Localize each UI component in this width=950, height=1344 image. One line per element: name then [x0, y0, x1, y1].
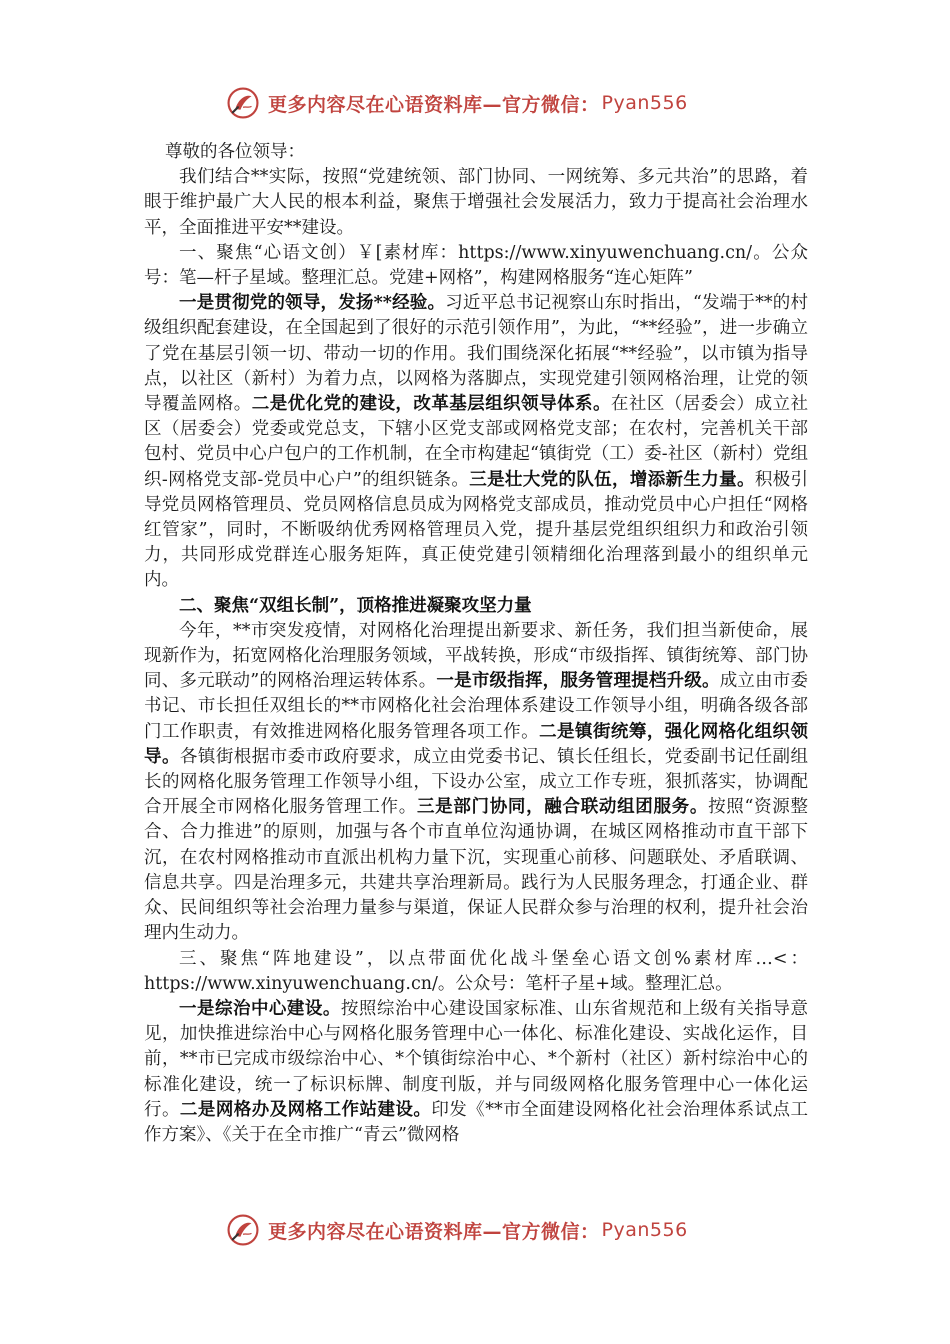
header-wechat-id: Pyan556 [601, 92, 688, 114]
section2-paragraph [144, 619, 808, 947]
s1-point3-text: 积极引导党员网格管理员、党员网格信息员成为网格党支部成员，推动党员中心户担任“网格红管家”，同时，不断吸纳优秀网格管理员入党，提升基层党组织组织力和政治引领力，共同形成党群连心服务矩阵，真正使党建引领精细化治理落到最小的组织单元内。 [144, 469, 809, 591]
s3-point1-title: 一是综治中心建设。 [179, 998, 341, 1019]
section1-paragraph [144, 291, 808, 593]
s2-point3-text: 按照“资源整合、合力推进”的原则，加强与各个市直单位沟通协调，在城区网格推动市直干部下沉，在农村网格推动市直派出机构力量下沉，实现重心前移、问题联处、矛盾联调、信息共享。四是治理多元，共建共享治理新局。践行为人民服务理念，打通企业、群众、民间组织等社会治理力量参与渠道，保证人民群众参与治理的权利，提升社会治理内生动力。 [144, 797, 809, 944]
brand-logo-icon [226, 1213, 260, 1247]
section1-heading: 一、聚焦“心语文创）￥[素材库：https://www.xinyuwenchuang.cn/。公众号：笔—杆子星域。整理汇总。党建+网格”，构建网格服务“连心矩阵” [144, 242, 808, 289]
s1-point1-text: 习近平总书记视察山东时指出，“发端于**的村级组织配套建设，在全国起到了很好的示范引领作用”，为此，“**经验”，进一步确立了党在基层引领一切、带动一切的作用。我们围绕深化拓展“**经验”，以市镇为指导点，以社区（新村）为着力点，以网格为落脚点，实现党建引领网格治理，让党的领导覆盖网格。 [144, 293, 808, 415]
intro-paragraph: 我们结合**实际，按照“党建统领、部门协同、一网统筹、多元共治”的思路，着眼于维护最广大人民的根本利益，聚焦于增强社会发展活力，致力于提高社会治理水平，全面推进平安**建设。 [144, 167, 808, 238]
footer-wechat-id: Pyan556 [601, 1219, 688, 1241]
document-body [144, 140, 808, 1148]
s2-point1-text: 成立由市委书记、市长担任双组长的**市网格化社会治理体系建设工作领导小组，明确各级各部门工作职责，有效推进网格化服务管理各项工作。 [144, 671, 809, 742]
footer-banner [226, 1213, 746, 1247]
s2-point2-text: 各镇街根据市委市政府要求，成立由党委书记、镇长任组长，党委副书记任副组长的网格化服务管理工作领导小组，下设办公室，成立工作专班，狠抓落实，协调配合开展全市网格化服务管理工作。 [144, 746, 809, 818]
header-banner [226, 86, 746, 120]
s2-intro-text: 今年，**市突发疫情，对网格化治理提出新要求、新任务，我们担当新使命，展现新作为，拓宽网格化治理服务领域，平战转换，形成“市级指挥、镇街统筹、部门协同、多元联动”的网格治理运转体系。 [144, 620, 808, 692]
s1-point3-title: 三是壮大党的队伍，增添新生力量。 [469, 469, 755, 490]
section2-heading [144, 594, 808, 619]
s1-point2-text: 在社区（居委会）成立社区（居委会）党委或党总支，下辖小区党支部或网格党支部；在农村，完善机关干部包村、党员中心户包户的工作机制，在全市构建起“镇街党（工）委-社区（新村）党组织-网格党支部-党员中心户”的组织链条。 [144, 394, 809, 490]
s1-point2-title: 二是优化党的建设，改革基层组织领导体系。 [251, 394, 611, 415]
brand-logo-icon [226, 86, 260, 120]
s3-point1-text: 按照综治中心建设国家标准、山东省规范和上级有关指导意见，加快推进综治中心与网格化服务管理中心一体化、标准化建设、实战化运作，目前，**市已完成市级综治中心、*个镇街综治中心、*个新村（社区）新村综治中心的标准化建设，统一了标识标牌、制度刊版，并与同级网格化服务管理中心一体化运行。 [144, 998, 809, 1120]
s3-point2-title: 二是网格办及网格工作站建设。 [179, 1099, 432, 1120]
s2-point3-title: 三是部门协同，融合联动组团服务。 [416, 797, 709, 818]
s1-point1-title: 一是贯彻党的领导，发扬**经验。 [179, 293, 446, 314]
s3-point2-text: 印发《**市全面建设网格化社会治理体系试点工作方案》、《关于在全市推广“青云”微网格 [144, 1099, 809, 1145]
section2-heading-text: 二、聚焦“双组长制”，顶格推进凝聚攻坚力量 [179, 595, 532, 616]
section3-paragraph [144, 997, 808, 1148]
s2-point1-title: 一是市级指挥，服务管理提档升级。 [436, 671, 720, 692]
s2-point2-title: 二是镇街统筹，强化网格化组织领导。 [144, 721, 809, 767]
section3-heading: 三、聚焦“阵地建设”，以点带面优化战斗堡垒心语文创%素材库…<：https://www.xinyuwenchuang.cn/。公众号：笔杆子星+域。整理汇总。 [144, 948, 808, 994]
salutation: 尊敬的各位领导： [165, 142, 305, 162]
header-banner-text: 更多内容尽在心语资料库—官方微信： [268, 93, 600, 116]
footer-banner-text: 更多内容尽在心语资料库—官方微信： [268, 1220, 600, 1243]
